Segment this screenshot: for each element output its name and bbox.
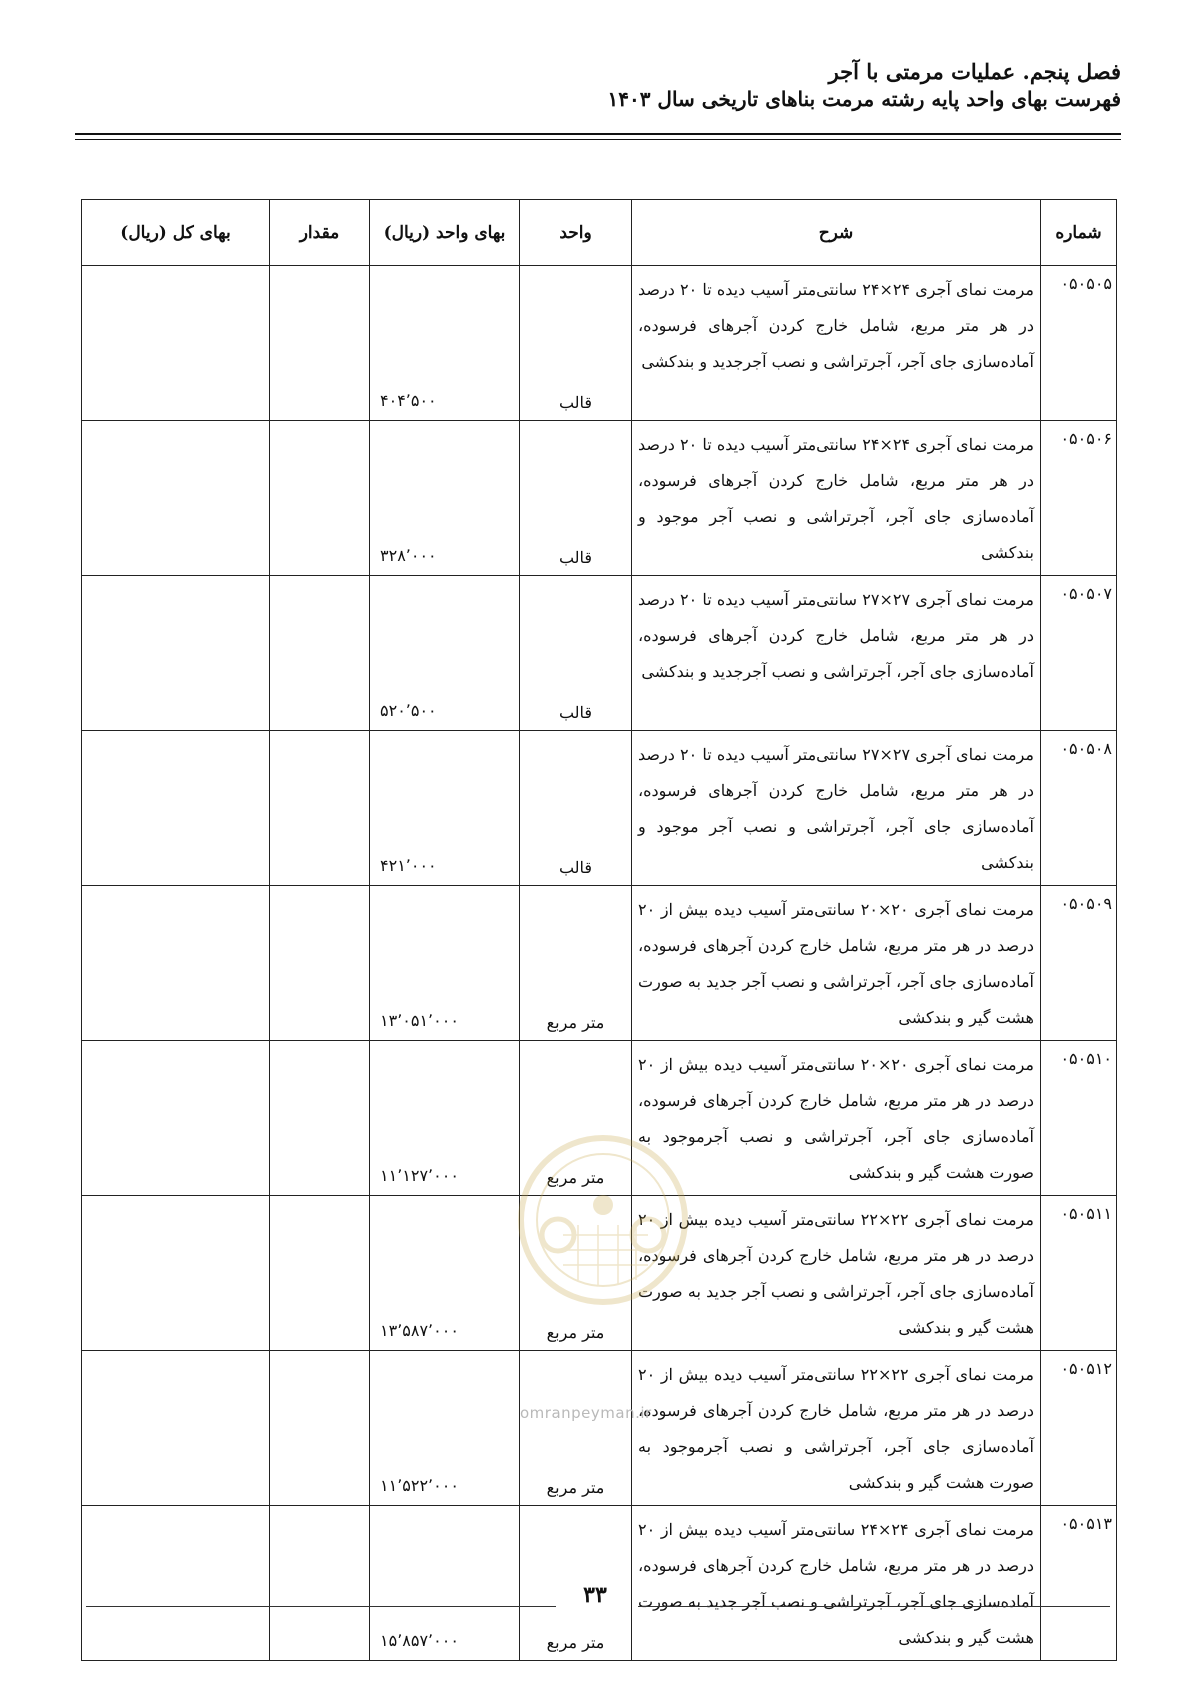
document-subtitle: فهرست بهای واحد پایه رشته مرمت بناهای تاریخی سال ۱۴۰۳ — [607, 87, 1121, 112]
item-unit: قالب — [520, 576, 632, 731]
column-header-unit: واحد — [520, 200, 632, 266]
item-unit-price: ۴۲۱٬۰۰۰ — [370, 731, 520, 886]
item-quantity — [270, 266, 370, 421]
item-total — [82, 731, 270, 886]
column-header-total-price: بهای کل (ریال) — [82, 200, 270, 266]
item-description: مرمت نمای آجری ۲۷×۲۷ سانتی‌متر آسیب دیده تا ۲۰ درصد در هر متر مربع، شامل خارج کردن آجرهای فرسوده، آماده‌سازی جای آجر، آجرتراشی و نصب آجر موجود و بندکشی — [632, 731, 1041, 886]
price-list-table — [81, 199, 1117, 1661]
column-header-unit-price: بهای واحد (ریال) — [370, 200, 520, 266]
item-unit: قالب — [520, 266, 632, 421]
item-quantity — [270, 576, 370, 731]
item-quantity — [270, 1506, 370, 1661]
item-total — [82, 576, 270, 731]
item-code: ۰۵۰۵۱۱ — [1041, 1196, 1117, 1351]
table-row — [82, 1041, 1117, 1196]
item-total — [82, 1041, 270, 1196]
item-description: مرمت نمای آجری ۲۲×۲۲ سانتی‌متر آسیب دیده بیش از ۲۰ درصد در هر متر مربع، شامل خارج کردن آجرهای فرسوده، آماده‌سازی جای آجر، آجرتراشی و نصب آجرموجود به صورت هشت گیر و بندکشی — [632, 1351, 1041, 1506]
item-total — [82, 886, 270, 1041]
item-unit: قالب — [520, 421, 632, 576]
table-row — [82, 1351, 1117, 1506]
item-total — [82, 1196, 270, 1351]
table-row — [82, 1196, 1117, 1351]
item-code: ۰۵۰۵۰۶ — [1041, 421, 1117, 576]
watermark-url: omranpeyman.ir — [520, 1404, 652, 1422]
item-unit-price: ۱۳٬۵۸۷٬۰۰۰ — [370, 1196, 520, 1351]
item-code: ۰۵۰۵۰۷ — [1041, 576, 1117, 731]
chapter-title: فصل پنجم. عملیات مرمتی با آجر — [828, 59, 1121, 84]
table-row — [82, 731, 1117, 886]
table-row — [82, 886, 1117, 1041]
item-code: ۰۵۰۵۱۳ — [1041, 1506, 1117, 1661]
item-quantity — [270, 1351, 370, 1506]
item-description: مرمت نمای آجری ۲۰×۲۰ سانتی‌متر آسیب دیده بیش از ۲۰ درصد در هر متر مربع، شامل خارج کردن آجرهای فرسوده، آماده‌سازی جای آجر، آجرتراشی و نصب آجر جدید به صورت هشت گیر و بندکشی — [632, 886, 1041, 1041]
item-total — [82, 1506, 270, 1661]
footer-divider-left — [86, 1606, 556, 1607]
table-row — [82, 576, 1117, 731]
item-code: ۰۵۰۵۰۵ — [1041, 266, 1117, 421]
header-divider-thick — [75, 133, 1121, 135]
item-unit-price: ۵۲۰٬۵۰۰ — [370, 576, 520, 731]
item-total — [82, 1351, 270, 1506]
item-quantity — [270, 1041, 370, 1196]
item-unit-price: ۱۵٬۸۵۷٬۰۰۰ — [370, 1506, 520, 1661]
item-description: مرمت نمای آجری ۲۷×۲۷ سانتی‌متر آسیب دیده تا ۲۰ درصد در هر متر مربع، شامل خارج کردن آجرهای فرسوده، آماده‌سازی جای آجر، آجرتراشی و نصب آجرجدید و بندکشی — [632, 576, 1041, 731]
page-number: ۳۳ — [583, 1582, 607, 1608]
item-unit-price: ۱۱٬۵۲۲٬۰۰۰ — [370, 1351, 520, 1506]
item-code: ۰۵۰۵۱۲ — [1041, 1351, 1117, 1506]
item-quantity — [270, 886, 370, 1041]
header-divider-thin — [75, 139, 1121, 140]
item-unit: متر مربع — [520, 1506, 632, 1661]
item-description: مرمت نمای آجری ۲۴×۲۴ سانتی‌متر آسیب دیده تا ۲۰ درصد در هر متر مربع، شامل خارج کردن آجرهای فرسوده، آماده‌سازی جای آجر، آجرتراشی و نصب آجرجدید و بندکشی — [632, 266, 1041, 421]
item-unit-price: ۳۲۸٬۰۰۰ — [370, 421, 520, 576]
item-description: مرمت نمای آجری ۲۴×۲۴ سانتی‌متر آسیب دیده تا ۲۰ درصد در هر متر مربع، شامل خارج کردن آجرهای فرسوده، آماده‌سازی جای آجر، آجرتراشی و نصب آجر موجود و بندکشی — [632, 421, 1041, 576]
table-header-row — [82, 200, 1117, 266]
page-header — [607, 58, 1121, 113]
item-unit: متر مربع — [520, 886, 632, 1041]
column-header-quantity: مقدار — [270, 200, 370, 266]
item-code: ۰۵۰۵۰۹ — [1041, 886, 1117, 1041]
item-code: ۰۵۰۵۰۸ — [1041, 731, 1117, 886]
item-unit-price: ۱۳٬۰۵۱٬۰۰۰ — [370, 886, 520, 1041]
item-quantity — [270, 421, 370, 576]
table-row — [82, 421, 1117, 576]
item-quantity — [270, 1196, 370, 1351]
column-header-description: شرح — [632, 200, 1041, 266]
item-description: مرمت نمای آجری ۲۲×۲۲ سانتی‌متر آسیب دیده بیش از ۲۰ درصد در هر متر مربع، شامل خارج کردن آجرهای فرسوده، آماده‌سازی جای آجر، آجرتراشی و نصب آجر جدید به صورت هشت گیر و بندکشی — [632, 1196, 1041, 1351]
column-header-code: شماره — [1041, 200, 1117, 266]
item-code: ۰۵۰۵۱۰ — [1041, 1041, 1117, 1196]
item-quantity — [270, 731, 370, 886]
item-unit: قالب — [520, 731, 632, 886]
item-unit: متر مربع — [520, 1351, 632, 1506]
item-description: مرمت نمای آجری ۲۴×۲۴ سانتی‌متر آسیب دیده بیش از ۲۰ درصد در هر متر مربع، شامل خارج کردن آجرهای فرسوده، آماده‌سازی جای آجر، آجرتراشی و نصب آجر جدید به صورت هشت گیر و بندکشی — [632, 1506, 1041, 1661]
footer-divider-right — [638, 1606, 1110, 1607]
table-row — [82, 266, 1117, 421]
item-unit-price: ۱۱٬۱۲۷٬۰۰۰ — [370, 1041, 520, 1196]
item-total — [82, 266, 270, 421]
item-total — [82, 421, 270, 576]
item-unit: متر مربع — [520, 1041, 632, 1196]
item-unit: متر مربع — [520, 1196, 632, 1351]
item-unit-price: ۴۰۴٬۵۰۰ — [370, 266, 520, 421]
item-description: مرمت نمای آجری ۲۰×۲۰ سانتی‌متر آسیب دیده بیش از ۲۰ درصد در هر متر مربع، شامل خارج کردن آجرهای فرسوده، آماده‌سازی جای آجر، آجرتراشی و نصب آجرموجود به صورت هشت گیر و بندکشی — [632, 1041, 1041, 1196]
